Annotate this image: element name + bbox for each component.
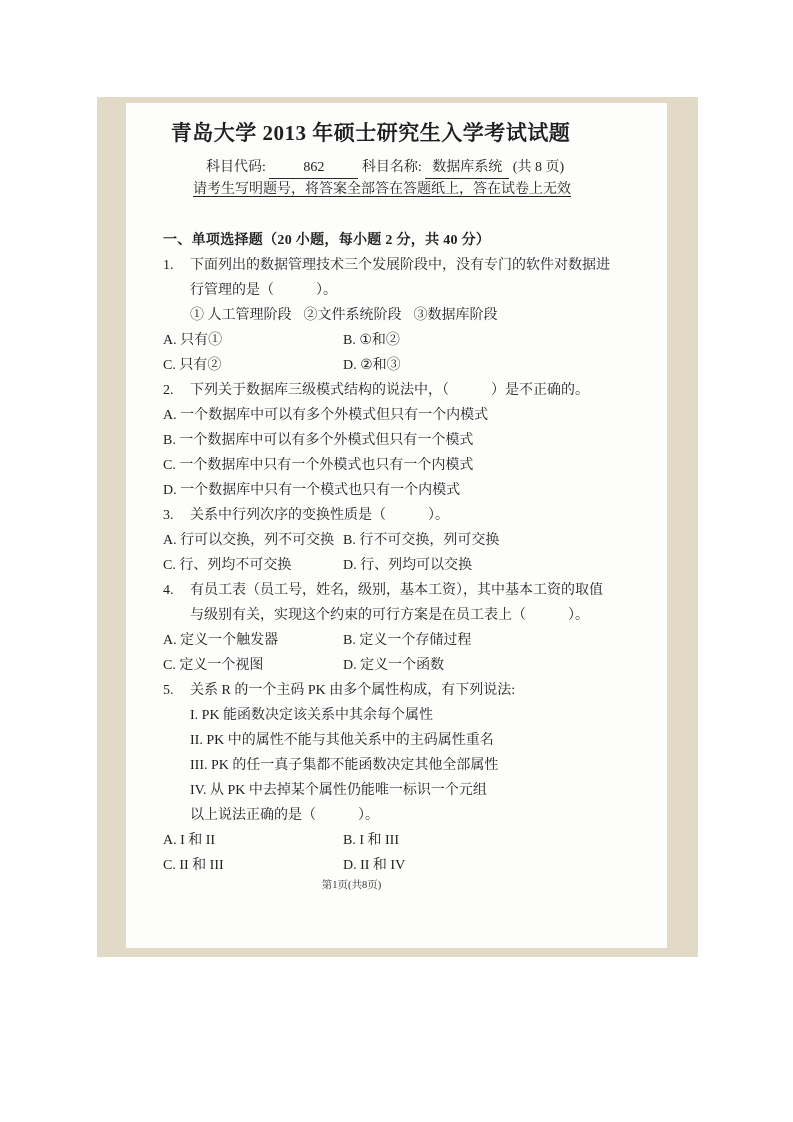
statement-item: II. PK 中的属性不能与其他关系中的主码属性重名 [190,733,494,748]
option-row [163,528,667,553]
choice-item: ③数据库阶段 [413,308,498,323]
question-text: 有员工表（员工号，姓名，级别，基本工资），其中基本工资的取值 [190,583,603,598]
option-b: B. 定义一个存储过程 [343,633,472,648]
question-number: 2. [163,383,174,398]
option-d: D. 行、列均可以交换 [343,558,473,573]
option-d: D. ②和③ [343,358,401,373]
option-row: D. 一个数据库中只有一个模式也只有一个内模式 [163,483,461,498]
statement-item: I. PK 能函数决定该关系中其余每个属性 [190,708,434,723]
scan-backdrop [97,97,698,957]
option-row [163,353,667,378]
subject-code-value: 862 [269,157,358,179]
option-a: A. 只有① [163,333,223,348]
option-row [163,853,667,878]
choice-item: ②文件系统阶段 [303,308,402,323]
option-row [163,828,667,853]
question-stem [163,578,667,603]
subject-name-label: 科目名称: [361,160,422,175]
question-number: 5. [163,683,174,698]
subject-name-value: 数据库系统 [425,157,509,179]
section-header: 一、单项选择题（20 小题，每小题 2 分，共 40 分） [163,233,491,248]
option-row: A. 一个数据库中可以有多个外模式但只有一个内模式 [163,408,489,423]
question-continuation: 行管理的是（ ）。 [190,283,337,298]
option-a: A. I 和 II [163,833,216,848]
option-d: D. II 和 IV [343,858,406,873]
option-row [163,628,667,653]
option-c: C. 行、列均不可交换 [163,558,292,573]
question-text: 下列关于数据库三级模式结构的说法中，（ ）是不正确的。 [190,383,589,398]
question-number: 3. [163,508,174,523]
total-pages-note: (共 8 页) [512,160,565,175]
question-number: 4. [163,583,174,598]
question-stem [163,378,667,403]
statement-item: IV. 从 PK 中去掉某个属性仍能唯一标识一个元组 [190,783,487,798]
option-row: C. 一个数据库中只有一个外模式也只有一个内模式 [163,458,474,473]
question-number: 1. [163,258,174,273]
subject-info-line [206,157,667,179]
option-row [163,553,667,578]
question-continuation: 以上说法正确的是（ ）。 [190,808,379,823]
option-row [163,653,667,678]
question-text: 下面列出的数据管理技术三个发展阶段中，没有专门的软件对数据进 [190,258,610,273]
question-continuation: 与级别有关，实现这个约束的可行方案是在员工表上（ ）。 [190,608,589,623]
choice-item: ① 人工管理阶段 [190,308,292,323]
question-body [163,228,667,878]
question-stem [163,253,667,278]
option-b: B. ①和② [343,333,400,348]
option-c: C. 只有② [163,358,222,373]
statement-item: III. PK 的任一真子集都不能函数决定其他全部属性 [190,758,499,773]
question-stem [163,678,667,703]
page-title: 青岛大学 2013 年硕士研究生入学考试试题 [170,121,571,145]
option-c: C. 定义一个视图 [163,658,264,673]
option-a: A. 定义一个触发器 [163,633,279,648]
question-text: 关系中行列次序的变换性质是（ ）。 [190,508,449,523]
option-b: B. I 和 III [343,833,399,848]
exam-notice: 请考生写明题号，将答案全部答在答题纸上，答在试卷上无效 [193,182,571,197]
option-row [163,328,667,353]
exam-paper-page [126,103,667,948]
option-a: A. 行可以交换，列不可交换 [163,533,335,548]
page-number-footer: 第1页(共8页) [321,880,382,891]
choice-list-row [163,303,667,328]
option-c: C. II 和 III [163,858,224,873]
question-stem [163,503,667,528]
question-text: 关系 R 的一个主码 PK 由多个属性构成，有下列说法: [190,683,516,698]
subject-code-label: 科目代码: [206,160,266,175]
option-row: B. 一个数据库中可以有多个外模式但只有一个模式 [163,433,474,448]
option-d: D. 定义一个函数 [343,658,445,673]
option-b: B. 行不可交换，列可交换 [343,533,500,548]
